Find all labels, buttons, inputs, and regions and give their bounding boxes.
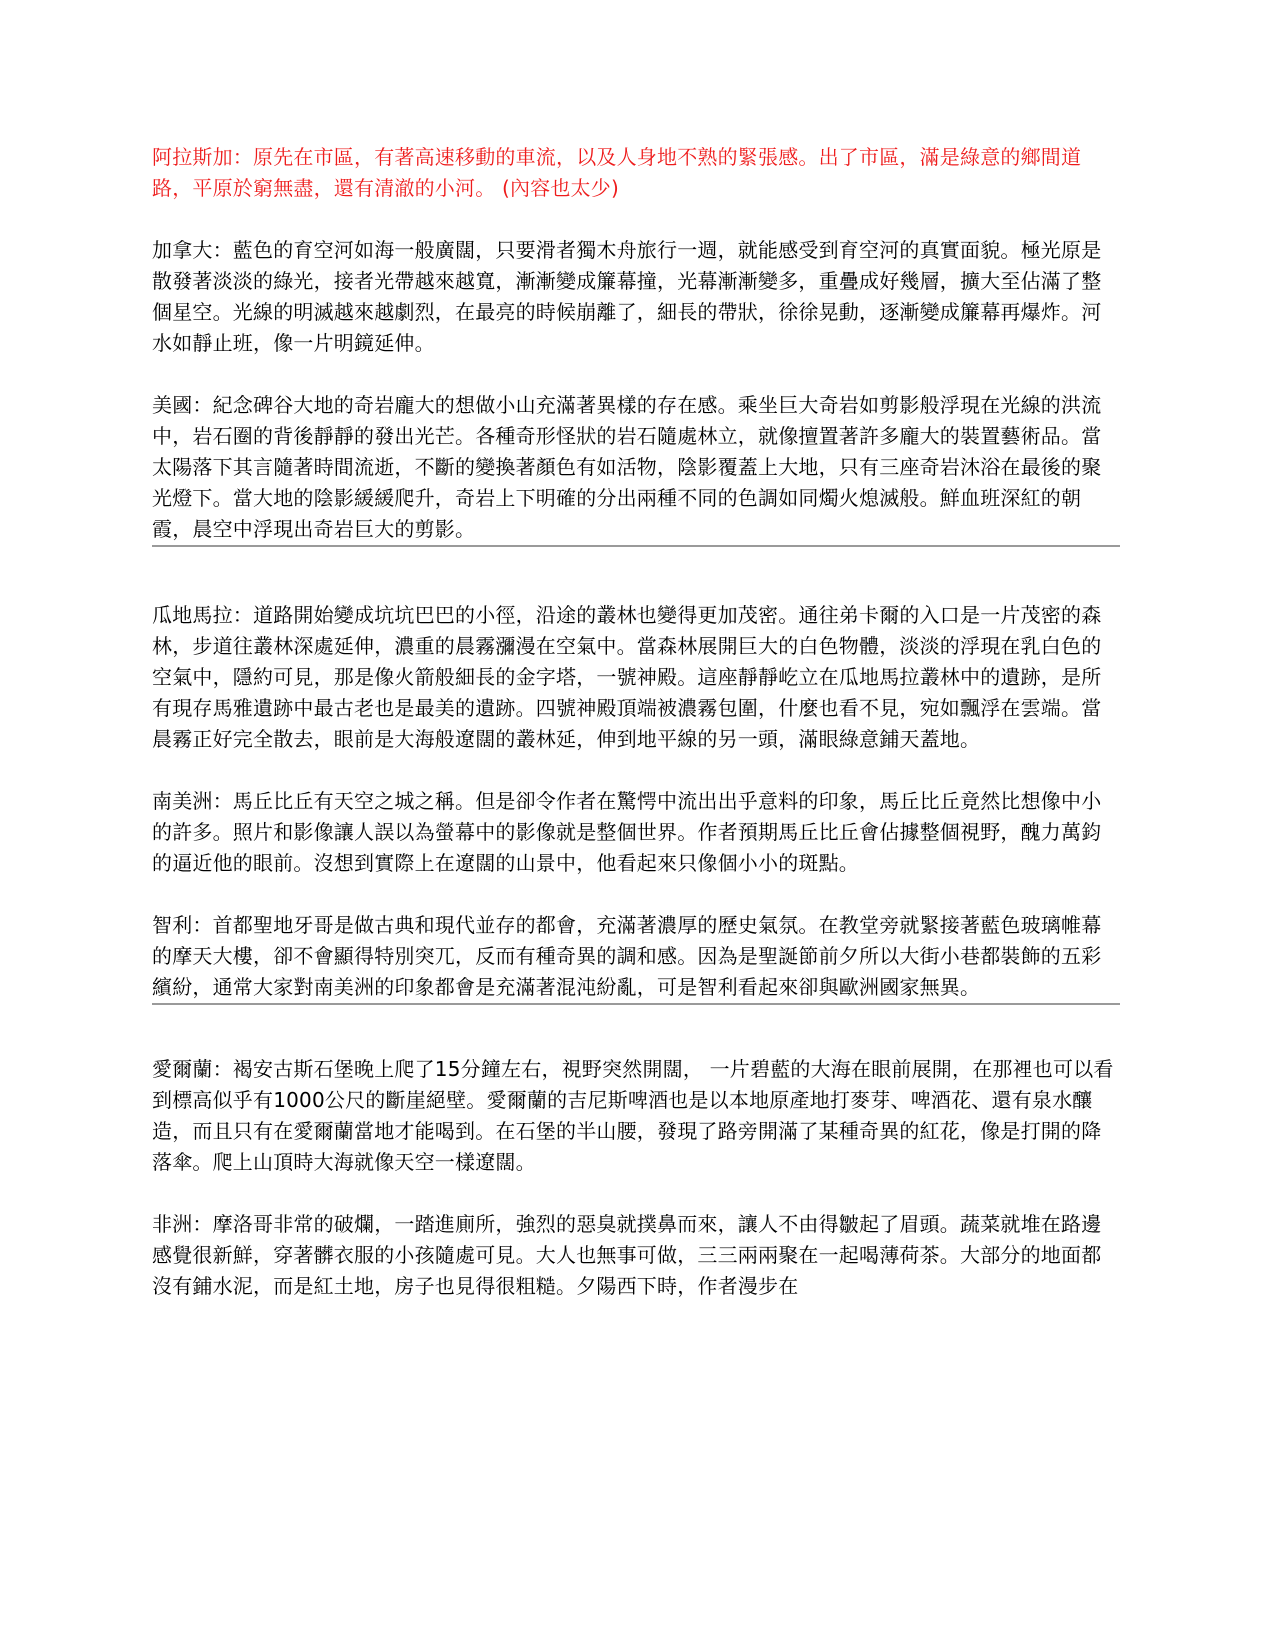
paragraph-spacer: [152, 204, 1120, 235]
paragraph-spacer: [152, 879, 1120, 910]
paragraph-africa: 非洲：摩洛哥非常的破爛，一踏進廁所，強烈的惡臭就撲鼻而來，讓人不由得皺起了眉頭。蔬菜就堆在路邊感覺很新鮮，穿著髒衣服的小孩隨處可見。大人也無事可做，三三兩兩聚在一起喝薄荷茶。大部分的地面都沒有鋪水泥，而是紅土地，房子也見得很粗糙。夕陽西下時，作者漫步在: [152, 1212, 1102, 1298]
paragraph-canada: 加拿大：藍色的育空河如海一般廣闊，只要滑者獨木舟旅行一週，就能感受到育空河的真實面貌。極光原是散發著淡淡的綠光，接者光帶越來越寬，漸漸變成簾幕撞，光幕漸漸變多，重疊成好幾層，擴大至佔滿了整個星空。光線的明滅越來越劇烈，在最亮的時候崩離了，細長的帶狀，徐徐晃動，逐漸變成簾幕再爆炸。河水如靜止班，像一片明鏡延伸。: [152, 238, 1102, 355]
paragraph-south-america: 南美洲：馬丘比丘有天空之城之稱。但是卻令作者在驚愕中流出出乎意料的印象，馬丘比丘竟然比想像中小的許多。照片和影像讓人誤以為螢幕中的影像就是整個世界。作者預期馬丘比丘會佔據整個視野，醜力萬鈞的逼近他的眼前。沒想到實際上在遼闊的山景中，他看起來只像個小小的斑點。: [152, 789, 1102, 875]
paragraph-ireland: 愛爾蘭：褐安古斯石堡晚上爬了15分鐘左右，視野突然開闊， 一片碧藍的大海在眼前展開，在那裡也可以看到標高似乎有1000公尺的斷崖絕壁。愛爾蘭的吉尼斯啤酒也是以本地原產地打麥芽、啤酒花、還有泉水釀造，而且只有在愛爾蘭當地才能喝到。在石堡的半山腰，發現了路旁開滿了某種奇異的紅花，像是打開的降落傘。爬上山頂時大海就像天空一樣遼闊。: [152, 1057, 1114, 1174]
paragraph-spacer: [152, 755, 1120, 786]
section-europe-africa: [152, 1054, 1120, 1302]
section-divider: [152, 1003, 1120, 1005]
section-divider: [152, 545, 1120, 547]
paragraph-usa: 美國：紀念碑谷大地的奇岩龐大的想做小山充滿著異樣的存在感。乘坐巨大奇岩如剪影般浮現在光線的洪流中，岩石圈的背後靜靜的發出光芒。各種奇形怪狀的岩石隨處林立，就像擅置著許多龐大的裝置藝術品。當太陽落下其言隨著時間流逝，不斷的變換著顏色有如活物，陰影覆蓋上大地，只有三座奇岩沐浴在最後的聚光燈下。當大地的陰影緩緩爬升，奇岩上下明確的分出兩種不同的色調如同燭火熄滅般。鮮血班深紅的朝霞，晨空中浮現出奇岩巨大的剪影。: [152, 393, 1102, 541]
paragraph-spacer: [152, 359, 1120, 390]
paragraph-spacer: [152, 1178, 1120, 1209]
paragraph-alaska: 阿拉斯加：原先在市區，有著高速移動的車流，以及人身地不熟的緊張感。出了市區，滿是綠意的鄉間道路，平原於窮無盡，還有清澈的小河。 (內容也太少): [152, 145, 1082, 200]
paragraph-guatemala: 瓜地馬拉：道路開始變成坑坑巴巴的小徑，沿途的叢林也變得更加茂密。通往弟卡爾的入口是一片茂密的森林，步道往叢林深處延伸，濃重的晨霧瀰漫在空氣中。當森林展開巨大的白色物體，淡淡的浮現在乳白色的空氣中，隱約可見，那是像火箭般細長的金字塔，一號神殿。這座靜靜屹立在瓜地馬拉叢林中的遺跡，是所有現存馬雅遺跡中最古老也是最美的遺跡。四號神殿頂端被濃霧包圍，什麼也看不見，宛如飄浮在雲端。當晨霧正好完全散去，眼前是大海般遼闊的叢林延，伸到地平線的另一頭，滿眼綠意鋪天蓋地。: [152, 603, 1102, 751]
paragraph-chile: 智利：首都聖地牙哥是做古典和現代並存的都會，充滿著濃厚的歷史氣氛。在教堂旁就緊接著藍色玻璃帷幕的摩天大樓，卻不會顯得特別突兀，反而有種奇異的調和感。因為是聖誕節前夕所以大街小巷都裝飾的五彩繽紛，通常大家對南美洲的印象都會是充滿著混沌紛亂，可是智利看起來卻與歐洲國家無異。: [152, 913, 1102, 999]
document-body: [152, 142, 1120, 1302]
section-latin-america: [152, 600, 1120, 1003]
